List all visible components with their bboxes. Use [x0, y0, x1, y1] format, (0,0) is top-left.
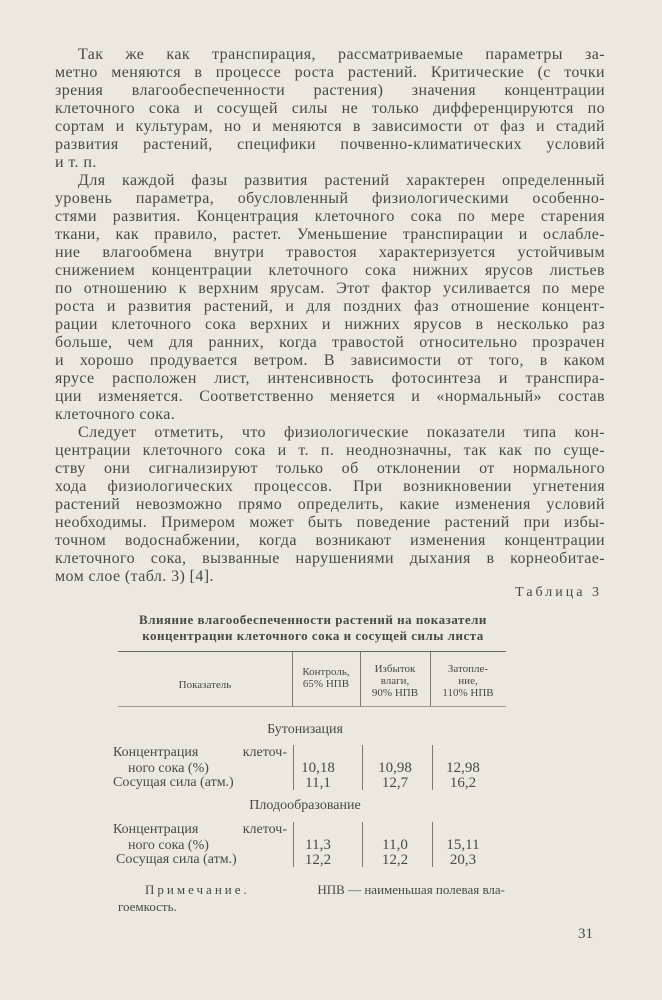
header-line: ние, — [458, 675, 478, 687]
text-line: уровень параметра, обусловленный физиологическими особенно- — [55, 190, 605, 207]
table-top-rule — [118, 651, 506, 652]
cell-value: 11,3 — [305, 837, 331, 853]
page-number: 31 — [578, 926, 593, 942]
text-line: и хорошо продувается ветром. В зависимости от того, в каком — [55, 352, 605, 369]
table-title-line: Влияние влагообеспеченности растений на показатели — [139, 612, 487, 627]
text-line: центрации клеточного сока и т. п. неоднозначны, так как по суще- — [55, 442, 605, 459]
cell-value: 16,2 — [449, 775, 477, 791]
header-line: Затопле- — [447, 663, 489, 675]
header-flooding — [430, 663, 506, 699]
text-line: стями развития. Концентрация клеточного сока по мере старения — [55, 208, 605, 225]
cell-value: 15,11 — [446, 837, 480, 853]
header-excess-moisture — [360, 663, 430, 699]
text-line: ции изменяется. Соответственно меняется и «нормальный» состав — [55, 388, 605, 405]
cell-value: 11,1 — [305, 775, 331, 791]
text-line: ние влагообмена внутри травостоя характеризуется устойчивым — [55, 244, 605, 261]
header-line: влаги, — [380, 675, 410, 687]
header-line: Контроль, — [302, 666, 350, 678]
table-note — [145, 882, 505, 898]
text-line: хода физиологических процессов. При возникновении угнетения — [55, 478, 605, 495]
text-line: необходимы. Примером может быть поведение растений при избы- — [55, 514, 605, 531]
note-text: НПВ — наименьшая полевая вла- — [317, 882, 505, 897]
row-label: Концентрация клеточ- — [113, 822, 287, 837]
header-line: Избыток — [374, 663, 416, 675]
header-indicator: Показатель — [178, 679, 232, 691]
header-control — [292, 666, 360, 690]
text-line: ству они сигнализируют только об отклонении от нормального — [55, 460, 605, 477]
text-line: сортам и культурам, но и меняются в зависимости от фаз и стадий — [55, 118, 605, 135]
section-heading: Бутонизация — [267, 722, 343, 737]
text-line: мом слое (табл. 3) [4]. — [55, 568, 214, 585]
text-line: ткани, как правило, растет. Уменьшение транспирации и ослабле- — [55, 226, 605, 243]
text-line: развития растений, специфики почвенно-климатических условий — [55, 136, 605, 153]
row-label: Сосущая сила (атм.) — [113, 775, 234, 790]
text-line: зрения влагообеспеченности растения) значения концентрации — [55, 82, 605, 99]
text-line: клеточного сока. — [55, 406, 176, 423]
text-line: больше, чем для ранних, когда травостой относительно прозрачен — [55, 334, 605, 351]
row-label: ного сока (%) — [128, 838, 209, 853]
text-line: снижением концентрации клеточного сока нижних ярусов листьев — [55, 262, 605, 279]
text-line: Так же как транспирация, рассматриваемые параметры за- — [78, 46, 605, 63]
note-text-continued: гоемкость. — [118, 899, 177, 914]
text-line: Для каждой фазы развития растений характерен определенный — [78, 172, 605, 189]
text-line: клеточного сока, вызванные нарушениями дыхания в корнеобитае- — [55, 550, 605, 567]
cell-value: 20,3 — [449, 852, 477, 868]
row-label: Сосущая сила (атм.) — [116, 852, 237, 867]
cell-value: 12,2 — [304, 852, 332, 868]
text-line: ярусе расположен лист, интенсивность фотосинтеза и транспира- — [55, 370, 605, 387]
table-caption: Таблица 3 — [515, 585, 602, 600]
text-line: клеточного сока и сосущей силы не только дифференцируются по — [55, 100, 605, 117]
text-line: растений невозможно прямо определить, какие изменения условий — [55, 496, 605, 513]
section-heading: Плодообразование — [249, 798, 361, 813]
cell-value: 12,2 — [381, 852, 409, 868]
text-line: Следует отметить, что физиологические показатели типа кон- — [78, 424, 605, 441]
text-line: метно меняются в процессе роста растений. Критические (с точки — [55, 64, 605, 81]
cell-value: 10,18 — [301, 760, 335, 776]
cell-value: 12,98 — [446, 760, 480, 776]
text-line: по отношению к верхним ярусам. Этот фактор усиливается по мере — [55, 280, 605, 297]
note-label: Примечание. — [145, 882, 250, 897]
header-bottom-rule — [118, 706, 506, 707]
table-title-line: концентрации клеточного сока и сосущей силы листа — [142, 628, 484, 643]
cell-value: 12,7 — [381, 775, 409, 791]
cell-value: 11,0 — [382, 837, 408, 853]
row-label: ного сока (%) — [128, 761, 209, 776]
header-line: 90% НПВ — [371, 687, 419, 699]
text-line: и т. п. — [55, 154, 97, 171]
header-line: 65% НПВ — [302, 678, 350, 690]
cell-value: 10,98 — [378, 760, 412, 776]
header-line: 110% НПВ — [442, 687, 494, 699]
text-line: рации клеточного сока верхних и нижних ярусов в несколько раз — [55, 316, 605, 333]
row-label: Концентрация клеточ- — [113, 745, 287, 760]
text-line: точном водоснабжении, когда возникают изменения концентрации — [55, 532, 605, 549]
text-line: роста и развития растений, и для поздних фаз отношение концент- — [55, 298, 605, 315]
